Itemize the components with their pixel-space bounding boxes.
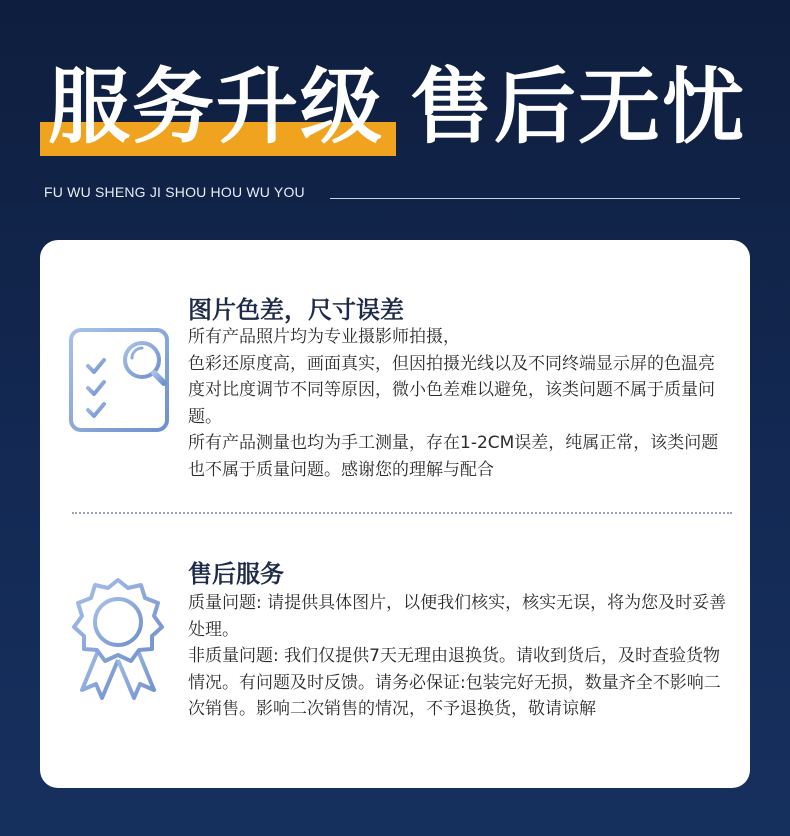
section-body-after-sales bbox=[188, 590, 728, 723]
section-title-color-size: 图片色差，尺寸误差 bbox=[188, 296, 404, 324]
page-subtitle-pinyin: FU WU SHENG JI SHOU HOU WU YOU bbox=[44, 184, 305, 200]
section-paragraph: 所有产品测量也均为手工测量，存在1-2CM误差，纯属正常，该类问题也不属于质量问题。感谢您的理解与配合 bbox=[188, 433, 719, 480]
subtitle-divider bbox=[330, 198, 740, 199]
section-paragraph: 所有产品照片均为专业摄影师拍摄， bbox=[188, 327, 460, 347]
section-body-color-size bbox=[188, 324, 728, 483]
award-ribbon-icon bbox=[70, 576, 166, 704]
section-paragraph: 非质量问题: 我们仅提供7天无理由退换货。请收到货后，及时查验货物情况。有问题及时反馈。请务必保证:包装完好无损，数量齐全不影响二次销售。影响二次销售的情况，不予退换货，敬请谅解 bbox=[188, 646, 721, 719]
section-divider bbox=[72, 512, 732, 514]
section-paragraph: 色彩还原度高，画面真实，但因拍摄光线以及不同终端显示屏的色温亮度对比度调节不同等原因，微小色差难以避免，该类问题不属于质量问题。 bbox=[188, 353, 715, 427]
checklist-magnifier-icon bbox=[68, 326, 172, 434]
section-paragraph: 质量问题: 请提供具体图片，以便我们核实，核实无误，将为您及时妥善处理。 bbox=[188, 593, 727, 640]
page-title bbox=[48, 58, 746, 158]
page-title-right: 售后无忧 bbox=[410, 60, 747, 155]
page-title-left: 服务升级 bbox=[48, 60, 385, 155]
section-title-after-sales: 售后服务 bbox=[188, 560, 284, 588]
